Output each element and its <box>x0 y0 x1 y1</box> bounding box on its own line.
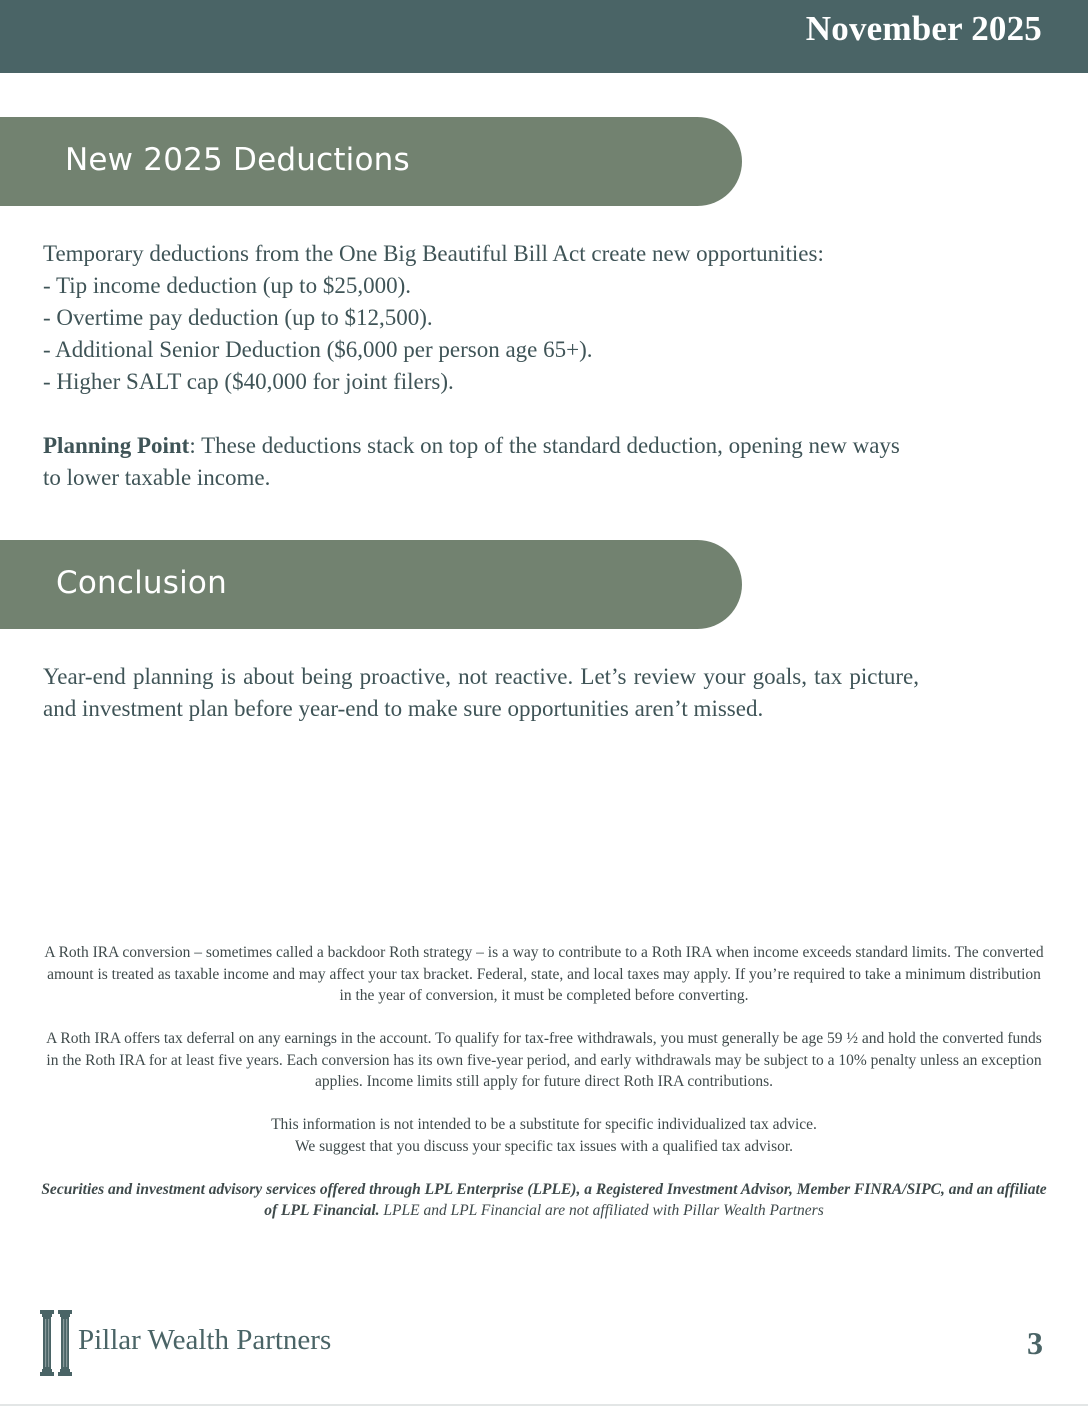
footer-divider <box>0 1404 1088 1406</box>
issue-date: November 2025 <box>805 9 1042 48</box>
securities-disclosure-note: LPLE and LPL Financial are not affiliated with Pillar Wealth Partners <box>379 1202 824 1219</box>
list-item: - Overtime pay deduction (up to $12,500). <box>43 305 433 330</box>
securities-disclosure <box>40 1179 1048 1222</box>
tax-advice-line-2: We suggest that you discuss your specific tax issues with a qualified tax advisor. <box>294 1137 794 1155</box>
pillar-icon <box>40 1310 74 1376</box>
tax-advice-line-1: This information is not intended to be a substitute for specific individualized tax advice. <box>271 1116 817 1133</box>
disclosure-tax-advice <box>40 1114 1048 1157</box>
deductions-intro: Temporary deductions from the One Big Beautiful Bill Act create new opportunities: <box>43 241 824 266</box>
disclosure-roth-deferral: A Roth IRA offers tax deferral on any earnings in the account. To qualify for tax-free withdrawals, you must generally be age 59 ½ and hold the converted funds in the Roth IRA for at least five years. Each conversion has its own five-year period, and early withdrawals may be subject to a 10% penalty unless an exception applies. Income limits still apply for future direct Roth IRA contributions. <box>46 1030 1042 1090</box>
planning-point-label: Planning Point <box>43 433 190 458</box>
page-number: 3 <box>1027 1325 1043 1361</box>
brand-name: Pillar Wealth Partners <box>78 1324 332 1356</box>
section-title-conclusion: Conclusion <box>56 565 227 601</box>
disclosure-roth-conversion: A Roth IRA conversion – sometimes called a backdoor Roth strategy – is a way to contribute to a Roth IRA when income exceeds standard limits. The converted amount is treated as taxable income and may affect your tax bracket. Federal, state, and local taxes may apply. If you’re required to take a minimum distribution in the year of conversion, it must be completed before converting. <box>44 944 1044 1004</box>
list-item: - Higher SALT cap ($40,000 for joint filers). <box>43 369 454 394</box>
section-title-deductions: New 2025 Deductions <box>65 142 410 178</box>
securities-disclosure-bold: Securities and investment advisory services offered through LPL Enterprise (LPLE), a Registered Investment Advisor, Member FINRA/SIPC, and an affiliate of LPL Financial. <box>41 1180 1047 1219</box>
conclusion-body <box>43 661 919 725</box>
planning-point-text: : These deductions stack on top of the standard deduction, opening new ways to lower taxable income. <box>43 433 900 490</box>
list-item: - Tip income deduction (up to $25,000). <box>43 273 411 298</box>
disclosures <box>40 942 1048 1243</box>
conclusion-text: Year-end planning is about being proactive, not reactive. Let’s review your goals, tax picture, and investment plan before year-end to make sure opportunities aren’t missed. <box>43 664 919 721</box>
list-item: - Additional Senior Deduction ($6,000 per person age 65+). <box>43 337 593 362</box>
deductions-body <box>43 238 919 494</box>
planning-point <box>43 430 919 494</box>
